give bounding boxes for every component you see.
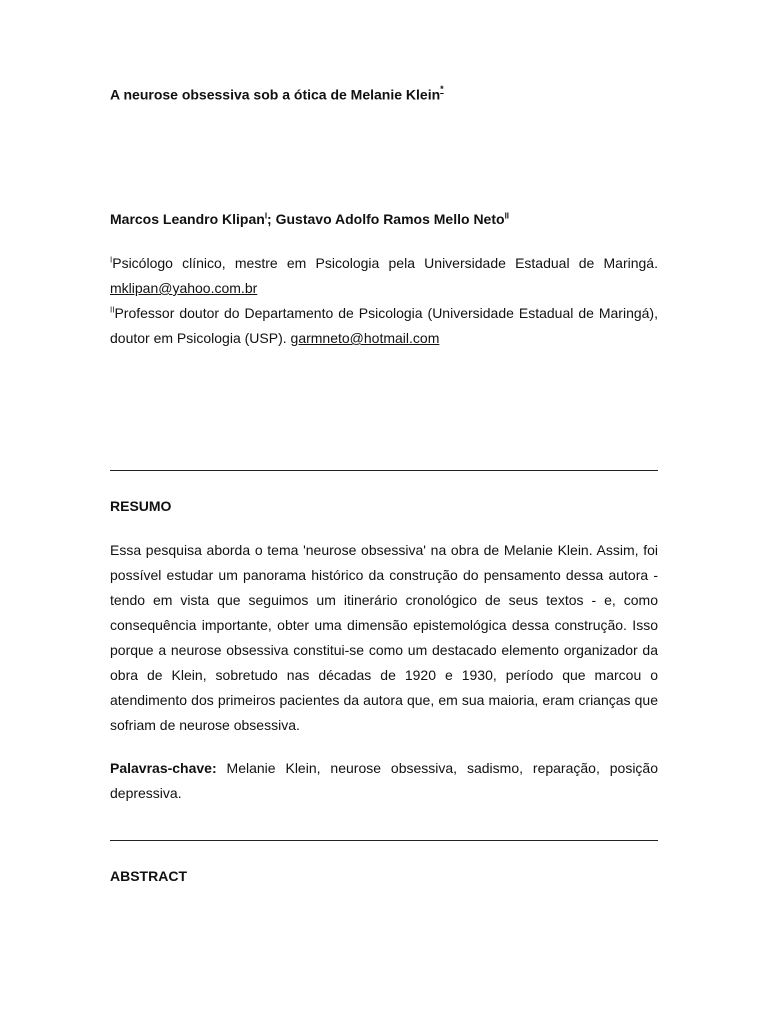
- affiliation-2-text: Professor doutor do Departamento de Psicologia (Universidade Estadual de Maringá), doutor em Psicologia (USP).: [110, 305, 658, 346]
- affiliation-1-email-link[interactable]: mklipan@yahoo.com.br: [110, 280, 258, 296]
- article-title: [110, 86, 444, 103]
- affiliation-1-mark: I: [110, 255, 113, 265]
- affiliations-block: [110, 251, 658, 351]
- title-footnote-marker[interactable]: *: [440, 84, 444, 94]
- article-title-text: A neurose obsessiva sob a ótica de Melanie Klein: [110, 86, 441, 103]
- keywords-label: Palavras-chave:: [110, 760, 217, 776]
- affiliation-1-text: Psicólogo clínico, mestre em Psicologia pela Universidade Estadual de Maringá.: [112, 255, 658, 271]
- author-separator: ;: [267, 211, 276, 227]
- affiliation-2-mark: II: [110, 305, 115, 315]
- section-divider-bottom: [110, 840, 658, 841]
- author-1-name: Marcos Leandro Klipan: [110, 211, 265, 227]
- affiliation-1: [110, 251, 658, 301]
- affiliation-2-email-link[interactable]: garmneto@hotmail.com: [290, 330, 440, 346]
- resumo-paragraph: Essa pesquisa aborda o tema 'neurose obsessiva' na obra de Melanie Klein. Assim, foi possível estudar um panorama histórico da construção do pensamento dessa autora - tendo em vista que seguimos um itinerário cronológico de seus textos - e, como consequência importante, obter uma dimensão epistemológica dessa construção. Isso porque a neurose obsessiva constitui-se como um destacado elemento organizador da obra de Klein, sobretudo nas décadas de 1920 e 1930, período que marcou o atendimento dos primeiros pacientes da autora que, em sua maioria, eram crianças que sofriam de neurose obsessiva.: [110, 542, 658, 733]
- author-2-affiliation-mark: II: [504, 211, 510, 221]
- abstract-heading: ABSTRACT: [110, 868, 187, 884]
- resumo-heading: RESUMO: [110, 498, 172, 514]
- author-1-affiliation-mark: I: [264, 211, 268, 221]
- affiliation-2: [110, 301, 658, 351]
- section-divider-top: [110, 470, 658, 471]
- keywords-paragraph: [110, 756, 658, 806]
- author-2-name: Gustavo Adolfo Ramos Mello Neto: [275, 211, 505, 227]
- author-line: [110, 211, 509, 227]
- keywords-text: Melanie Klein, neurose obsessiva, sadismo, reparação, posição depressiva.: [110, 760, 658, 801]
